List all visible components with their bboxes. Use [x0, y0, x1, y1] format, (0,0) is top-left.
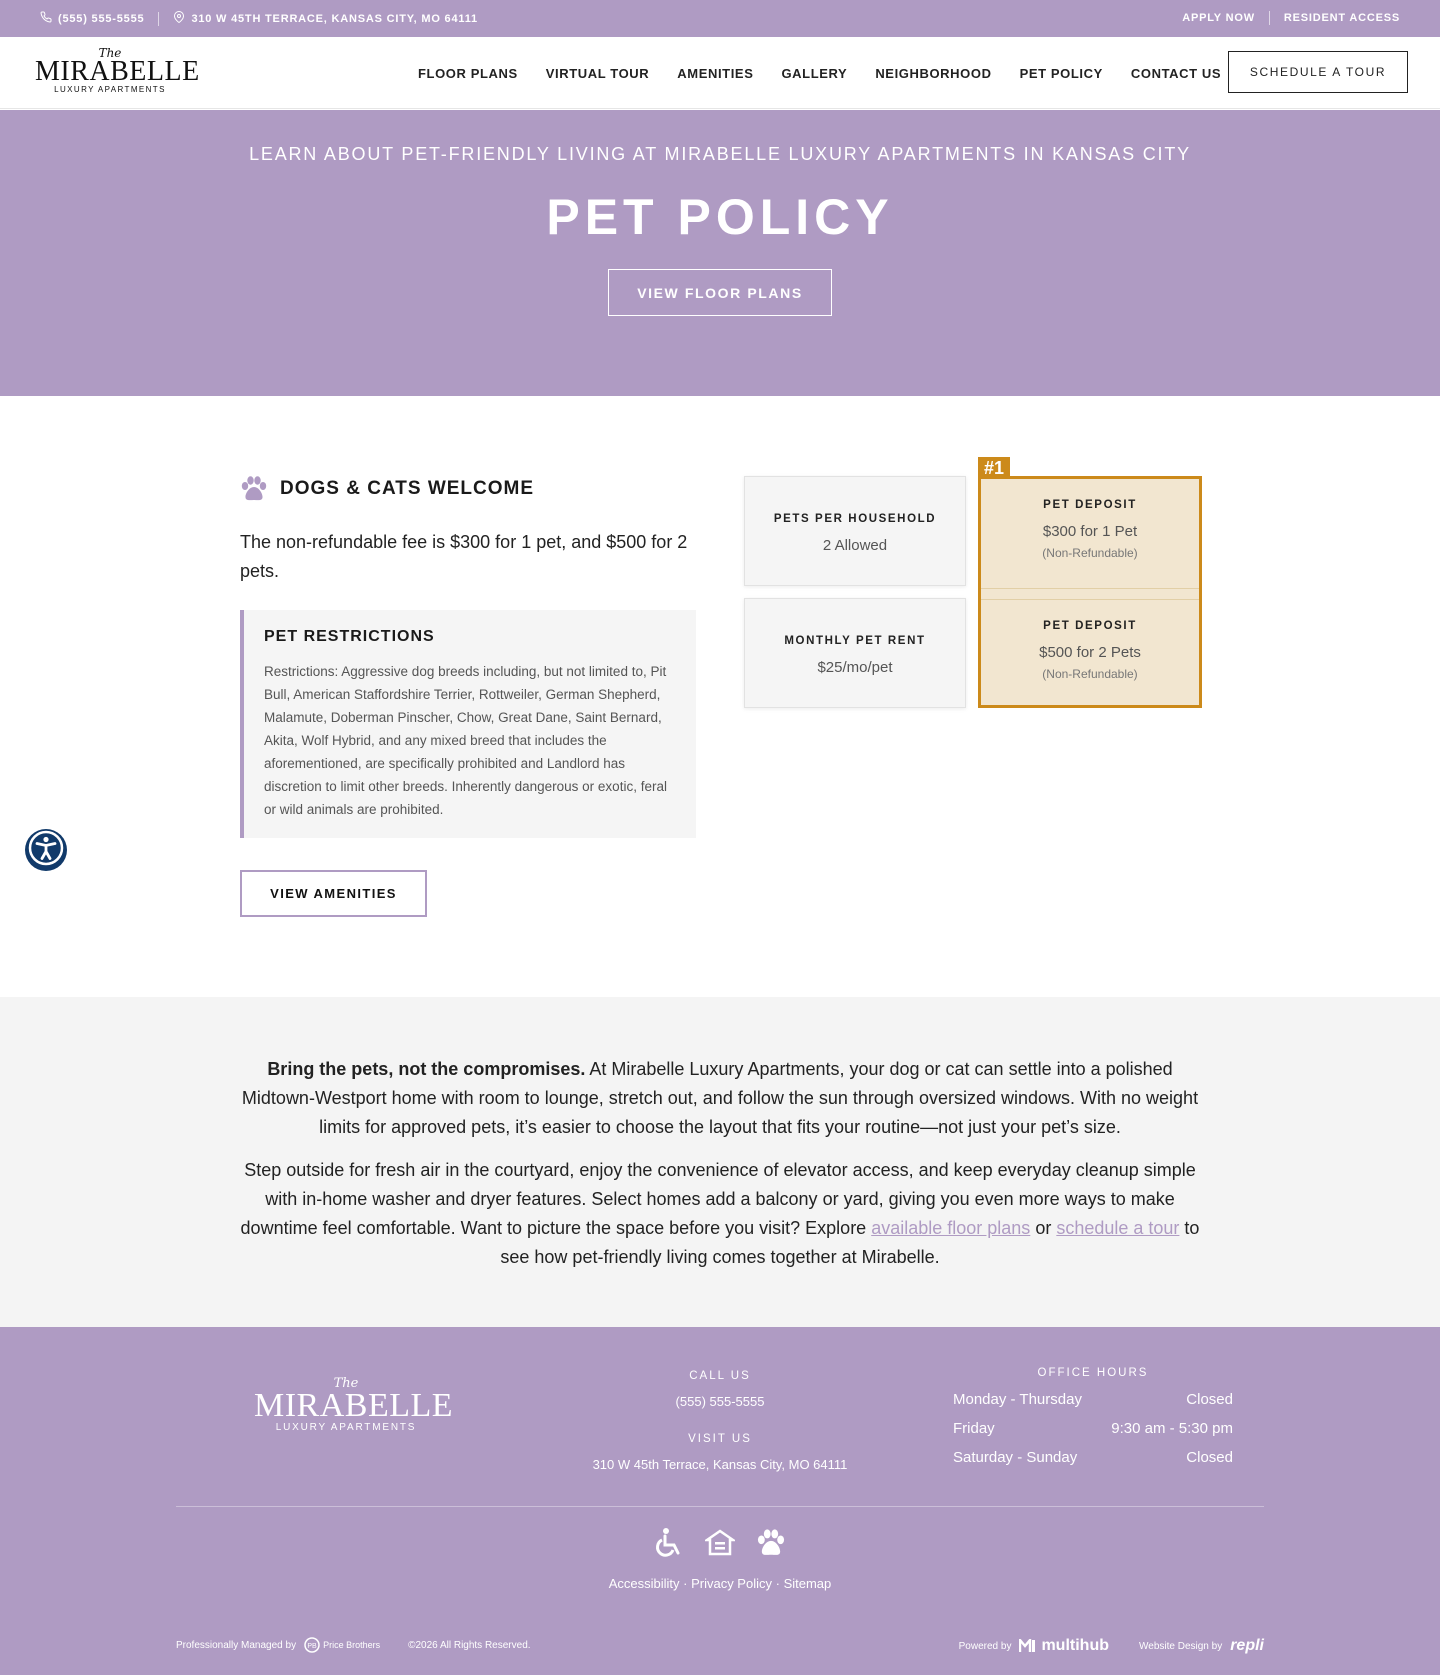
pet-restrictions-box: [240, 610, 696, 838]
office-hours: [953, 1367, 1233, 1466]
design-by-text: Website Design by: [1139, 1640, 1223, 1652]
privacy-policy-link[interactable]: Privacy Policy: [691, 1576, 772, 1591]
equal-housing-icon: [705, 1528, 735, 1563]
restrictions-text: Restrictions: Aggressive dog breeds including, but not limited to, Pit Bull, American Staffordshire Terrier, Rottweiler, German Shepherd, Malamute, Doberman Pinscher, Chow, Great Dane, Saint Bernard, Akita, Wolf Hybrid, and any mixed breed that includes the aforementioned, are specifically prohibited and Landlord has discretion to limit other breeds. Inherently dangerous or exotic, feral or wild animals are prohibited.: [264, 664, 667, 817]
footer-logo[interactable]: [254, 1376, 454, 1434]
hours-time: 9:30 am - 5:30 pm: [1111, 1420, 1233, 1437]
hours-day: Monday - Thursday: [953, 1391, 1082, 1408]
card-value: 2 Allowed: [822, 537, 888, 554]
restrictions-title: PET RESTRICTIONS: [264, 628, 435, 645]
accessibility-widget-button[interactable]: [25, 829, 67, 871]
deposit-value: $500 for 2 Pets: [1039, 644, 1141, 661]
accessibility-icon: [28, 830, 64, 871]
footer-bottom-right: [959, 1637, 1264, 1655]
card-value: $25/mo/pet: [817, 659, 893, 676]
page-title: PET POLICY: [546, 189, 894, 245]
footer-logo-the: The: [333, 1376, 359, 1391]
multihub-logo[interactable]: [1019, 1637, 1109, 1655]
topbar-divider: [158, 12, 159, 26]
visit-heading: VISIT US: [688, 1433, 752, 1445]
nav-amenities[interactable]: AMENITIES: [677, 65, 754, 81]
hours-day: Saturday - Sunday: [953, 1449, 1078, 1466]
site-footer: [0, 1327, 1440, 1675]
info-lead: Bring the pets, not the compromises.: [267, 1059, 586, 1079]
schedule-tour-button[interactable]: SCHEDULE A TOUR: [1228, 51, 1408, 93]
footer-phone[interactable]: (555) 555-5555: [675, 1394, 765, 1409]
logo-the: The: [98, 46, 122, 60]
hours-day: Friday: [953, 1420, 995, 1437]
deposit-note: (Non-Refundable): [1042, 546, 1138, 560]
site-logo[interactable]: [35, 46, 200, 99]
hero-banner: [0, 110, 1440, 396]
sitemap-link[interactable]: Sitemap: [783, 1576, 832, 1591]
paw-icon: [756, 1529, 786, 1562]
footer-visit: [560, 1433, 880, 1472]
price-brothers-icon: [304, 1637, 320, 1653]
view-floor-plans-button[interactable]: VIEW FLOOR PLANS: [608, 269, 832, 316]
pets-per-household-card: [744, 476, 966, 586]
nav-pet-policy[interactable]: PET POLICY: [1019, 65, 1103, 81]
powered-by-text: Powered by: [958, 1640, 1012, 1652]
logo-name: MIRABELLE: [35, 56, 200, 87]
footer-logo-name: MIRABELLE: [254, 1387, 454, 1424]
topbar-phone-text: (555) 555-5555: [58, 12, 145, 25]
pet-deposit-box: [978, 458, 1202, 708]
deposit-badge: #1: [978, 457, 1010, 479]
hours-row: [953, 1391, 1233, 1408]
hours-heading: OFFICE HOURS: [1037, 1367, 1149, 1379]
svg-text:PB: PB: [307, 1643, 317, 1650]
multihub-text: multihub: [1041, 1637, 1109, 1654]
info-p2-text-b: or: [1030, 1218, 1057, 1238]
topbar-address[interactable]: [173, 11, 478, 26]
map-pin-icon: [173, 11, 185, 26]
nav-gallery[interactable]: GALLERY: [781, 65, 848, 81]
hero-eyebrow: LEARN ABOUT PET-FRIENDLY LIVING AT MIRABELLE LUXURY APARTMENTS IN KANSAS CITY: [249, 144, 1191, 164]
link-separator: ·: [679, 1576, 692, 1591]
pets-description: The non-refundable fee is $300 for 1 pet, and $500 for 2 pets.: [240, 532, 688, 581]
main-nav: [418, 37, 1249, 109]
deposit-label: PET DEPOSIT: [1043, 499, 1137, 511]
footer-call: [570, 1370, 870, 1409]
info-p2-text-c: to see how pet-friendly living comes together at Mirabelle.: [500, 1218, 1200, 1267]
view-amenities-button[interactable]: VIEW AMENITIES: [240, 870, 427, 917]
price-brothers-text: Price Brothers: [323, 1640, 381, 1650]
repli-logo[interactable]: repli: [1230, 1637, 1264, 1654]
card-label: PETS PER HOUSEHOLD: [773, 513, 937, 525]
paw-icon: [240, 476, 268, 502]
hours-time: Closed: [1186, 1391, 1233, 1408]
hours-row: [953, 1420, 1233, 1437]
wheelchair-icon: [654, 1527, 684, 1564]
info-p1-text: At Mirabelle Luxury Apartments, your dog or cat can settle into a polished Midtown-Westport home with room to lounge, stretch out, and follow the sun through oversized windows. With no weight limits for approved pets, it’s easier to choose the layout that fits your routine—not just your pet’s size.: [241, 1059, 1199, 1137]
pets-heading: [240, 476, 534, 502]
hours-row: [953, 1449, 1233, 1466]
topbar-divider: [1269, 11, 1270, 25]
nav-contact-us[interactable]: CONTACT US: [1130, 65, 1222, 81]
info-paragraph-1: [232, 1055, 1208, 1142]
footer-compliance-icons: [654, 1527, 786, 1564]
nav-virtual-tour[interactable]: VIRTUAL TOUR: [545, 65, 650, 81]
top-bar: [0, 0, 1440, 37]
card-label: MONTHLY PET RENT: [784, 635, 926, 647]
info-paragraph-2: [232, 1156, 1208, 1272]
managed-by-text: Professionally Managed by: [176, 1639, 297, 1651]
resident-access-link[interactable]: RESIDENT ACCESS: [1283, 12, 1400, 24]
topbar-address-text: 310 W 45TH TERRACE, KANSAS CITY, MO 64111: [191, 12, 478, 25]
deposit-one-pet: [981, 479, 1199, 589]
footer-logo-sub: LUXURY APARTMENTS: [275, 1422, 417, 1433]
deposit-two-pets: [981, 599, 1199, 709]
hours-time: Closed: [1186, 1449, 1233, 1466]
footer-divider: [176, 1506, 1264, 1507]
schedule-tour-link[interactable]: schedule a tour: [1056, 1218, 1180, 1238]
footer-address[interactable]: 310 W 45th Terrace, Kansas City, MO 64111: [592, 1457, 848, 1472]
site-header: [0, 37, 1440, 109]
apply-now-link[interactable]: APPLY NOW: [1182, 12, 1255, 24]
footer-bottom-left: [176, 1637, 531, 1653]
pets-title: DOGS & CATS WELCOME: [280, 478, 535, 499]
monthly-pet-rent-card: [744, 598, 966, 708]
multihub-icon: [1019, 1639, 1037, 1653]
pet-friendly-info-section: [0, 997, 1440, 1327]
price-brothers-logo[interactable]: [304, 1637, 380, 1653]
copyright: ©2026 All Rights Reserved.: [408, 1639, 531, 1651]
phone-icon: [40, 11, 52, 26]
nav-neighborhood[interactable]: NEIGHBORHOOD: [875, 65, 992, 81]
deposit-label: PET DEPOSIT: [1043, 620, 1137, 632]
accessibility-link[interactable]: Accessibility: [608, 1576, 680, 1591]
deposit-value: $300 for 1 Pet: [1042, 523, 1138, 540]
call-heading: CALL US: [689, 1370, 751, 1382]
link-separator: ·: [772, 1576, 784, 1591]
floor-plans-link[interactable]: available floor plans: [871, 1218, 1031, 1238]
deposit-note: (Non-Refundable): [1042, 667, 1138, 681]
topbar-phone[interactable]: [40, 11, 144, 26]
footer-links: [0, 1576, 1440, 1591]
info-p2-text-a: Step outside for fresh air in the courtyard, enjoy the convenience of elevator access, and keep everyday cleanup simple with in-home washer and dryer features. Select homes add a balcony or yard, giving you even more ways to make downtime feel comfortable. Want to picture the space before you visit? Explore: [240, 1160, 1196, 1238]
logo-sub: LUXURY APARTMENTS: [54, 85, 166, 94]
nav-floor-plans[interactable]: FLOOR PLANS: [418, 65, 518, 81]
